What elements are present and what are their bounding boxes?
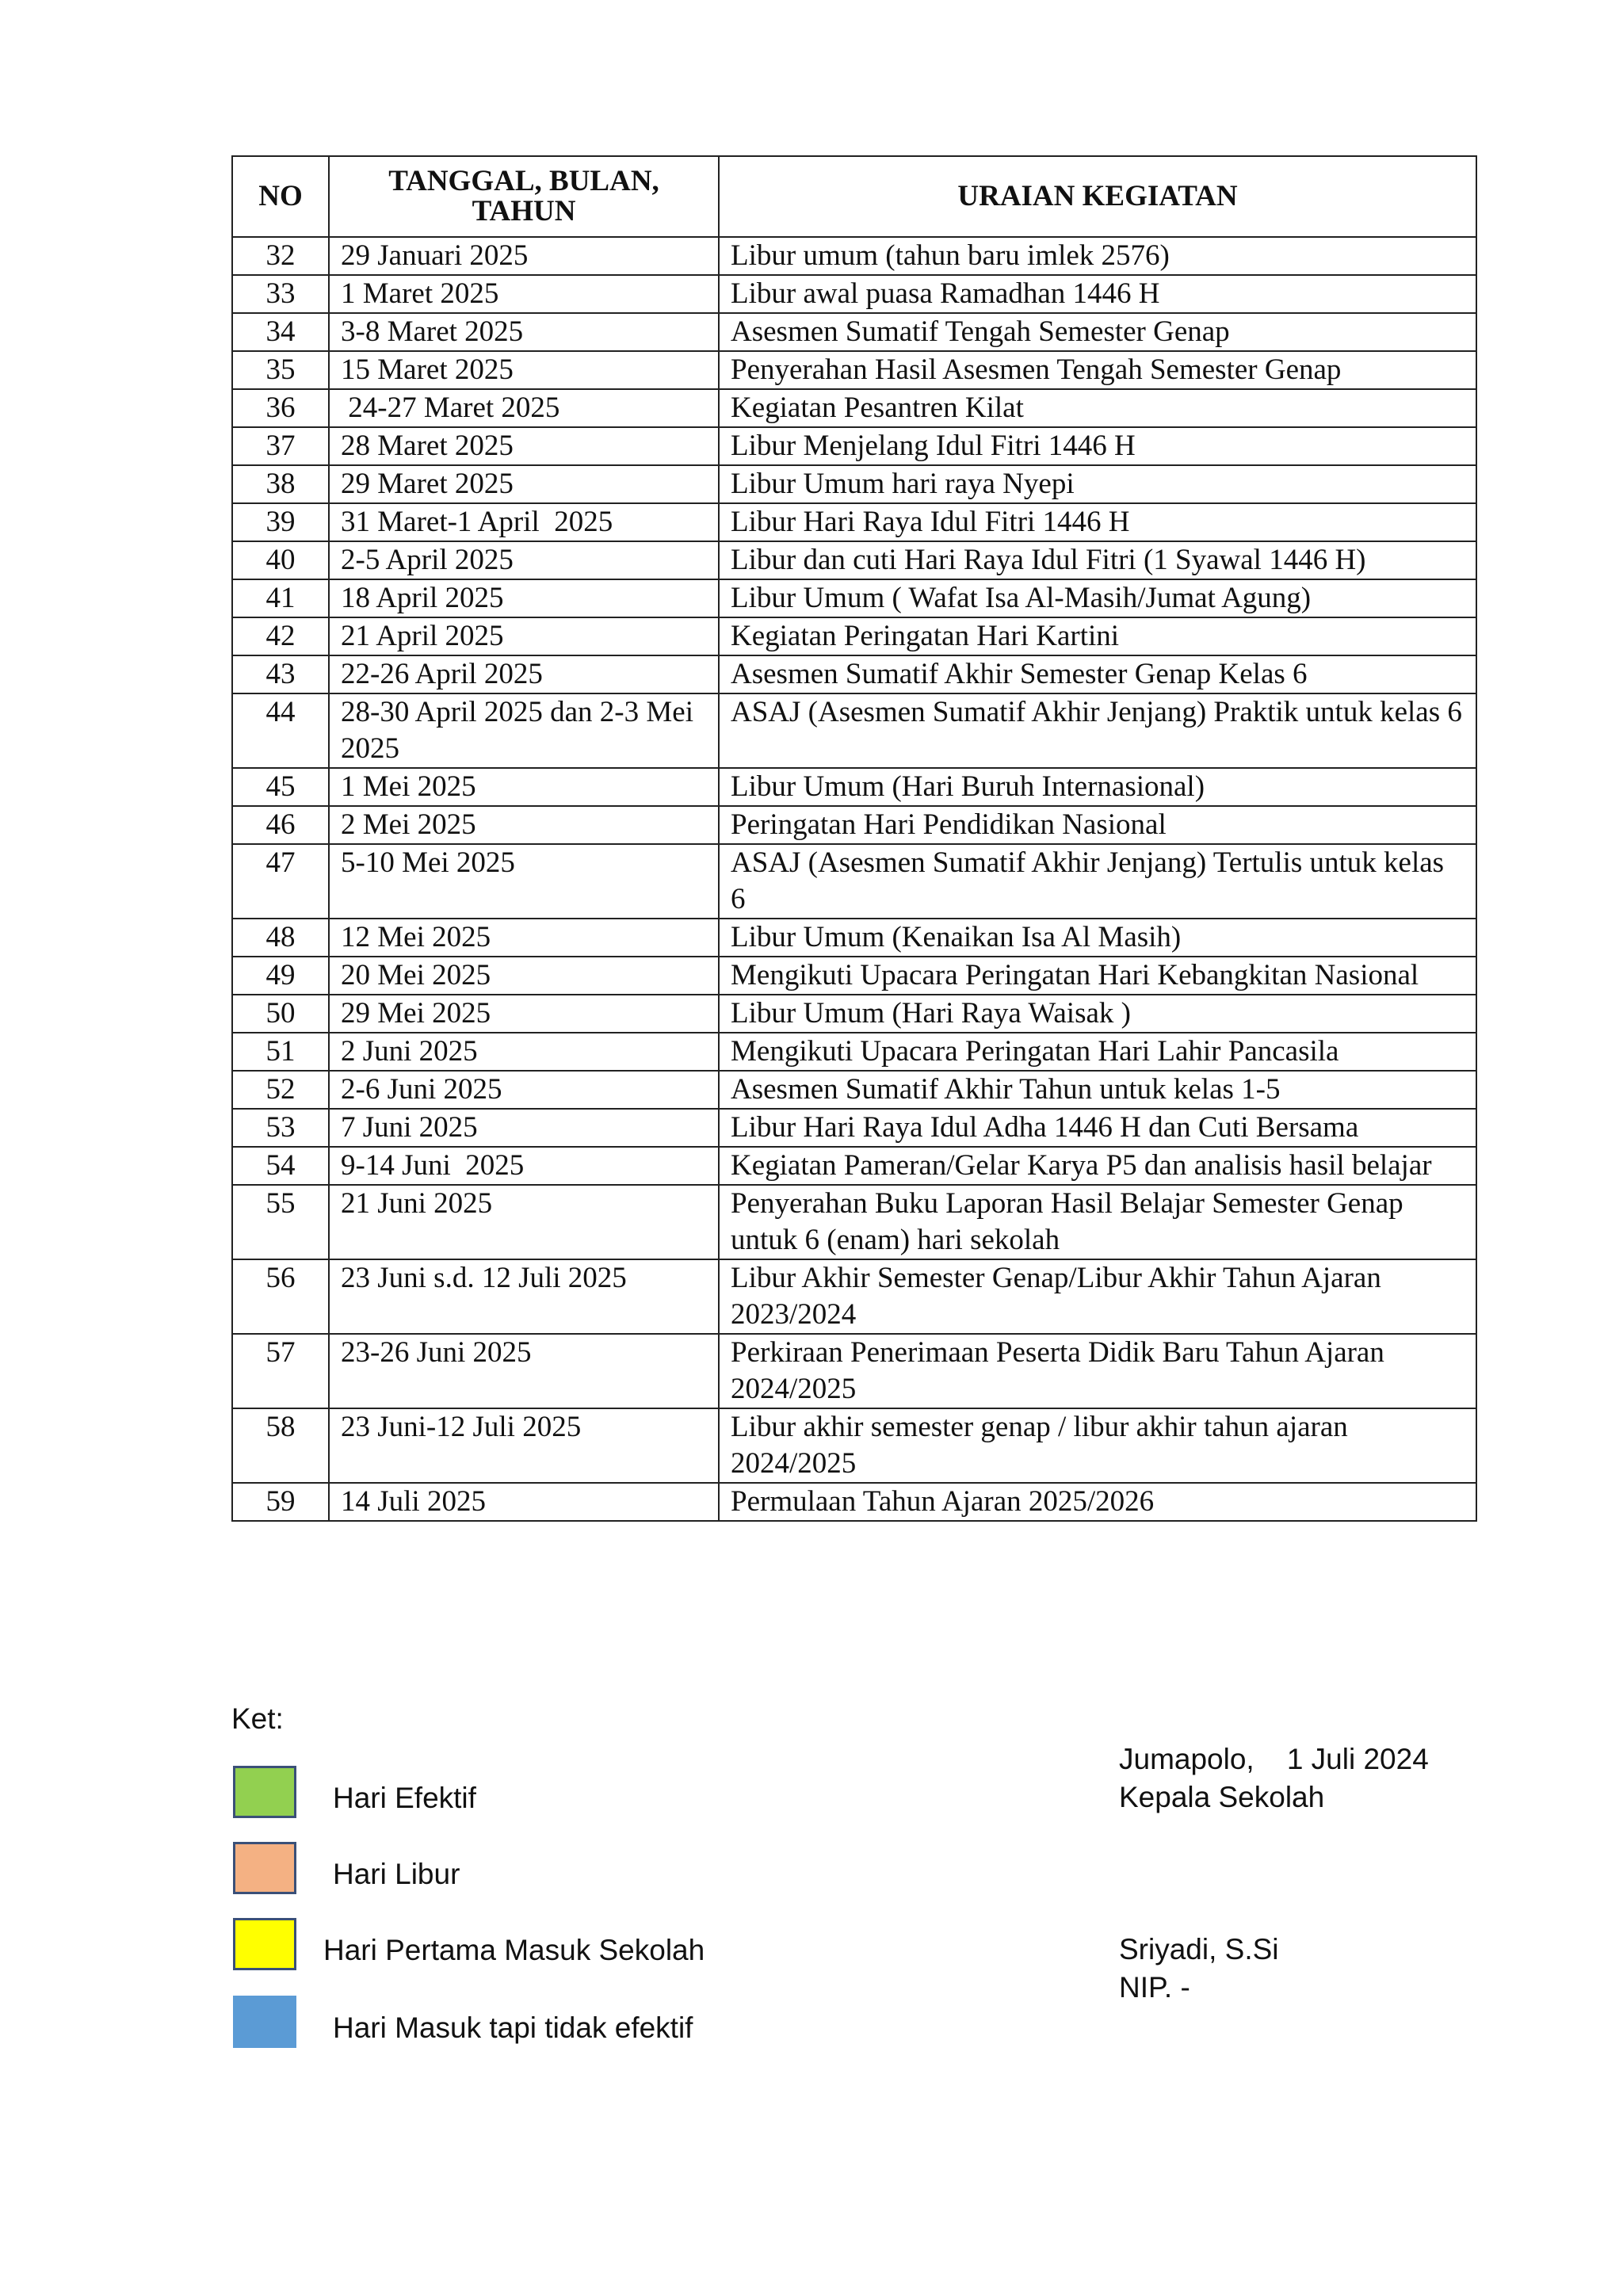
- cell-date: 20 Mei 2025: [329, 957, 719, 995]
- cell-no: 33: [232, 275, 329, 313]
- cell-description: Perkiraan Penerimaan Peserta Didik Baru Tahun Ajaran 2024/2025: [719, 1334, 1476, 1408]
- cell-no: 38: [232, 465, 329, 503]
- cell-date: 22-26 April 2025: [329, 655, 719, 693]
- table-row: [232, 465, 1476, 503]
- legend-swatch-yellow: [233, 1918, 296, 1970]
- table-row: [232, 427, 1476, 465]
- cell-date: 2 Mei 2025: [329, 806, 719, 844]
- table-row: [232, 768, 1476, 806]
- cell-description: Libur Akhir Semester Genap/Libur Akhir Tahun Ajaran 2023/2024: [719, 1259, 1476, 1334]
- cell-description: Libur Umum (Hari Raya Waisak ): [719, 995, 1476, 1033]
- cell-description: Libur awal puasa Ramadhan 1446 H: [719, 275, 1476, 313]
- cell-date: 29 Maret 2025: [329, 465, 719, 503]
- cell-date: 3-8 Maret 2025: [329, 313, 719, 351]
- cell-description: Mengikuti Upacara Peringatan Hari Kebangkitan Nasional: [719, 957, 1476, 995]
- table-row: [232, 1259, 1476, 1334]
- cell-no: 47: [232, 844, 329, 919]
- header-date: TANGGAL, BULAN, TAHUN: [329, 156, 719, 237]
- cell-date: 9-14 Juni 2025: [329, 1147, 719, 1185]
- table-row: [232, 957, 1476, 995]
- legend-label: Hari Pertama Masuk Sekolah: [323, 1934, 705, 1966]
- table-row: [232, 579, 1476, 617]
- cell-date: 18 April 2025: [329, 579, 719, 617]
- cell-no: 52: [232, 1071, 329, 1109]
- table-row: [232, 844, 1476, 919]
- cell-date: 1 Mei 2025: [329, 768, 719, 806]
- legend-label: Hari Masuk tapi tidak efektif: [333, 2011, 693, 2044]
- cell-date: 2-6 Juni 2025: [329, 1071, 719, 1109]
- cell-date: 2-5 April 2025: [329, 541, 719, 579]
- cell-description: Mengikuti Upacara Peringatan Hari Lahir Pancasila: [719, 1033, 1476, 1071]
- legend-label: Hari Libur: [333, 1858, 460, 1890]
- legend-label: Hari Efektif: [333, 1782, 476, 1814]
- cell-date: 28-30 April 2025 dan 2-3 Mei 2025: [329, 693, 719, 768]
- cell-no: 34: [232, 313, 329, 351]
- table-row: [232, 1147, 1476, 1185]
- legend-swatch-blue: [233, 1996, 296, 2048]
- cell-no: 55: [232, 1185, 329, 1259]
- table-row: [232, 503, 1476, 541]
- cell-no: 51: [232, 1033, 329, 1071]
- signature-block: [1119, 1740, 1429, 2007]
- cell-no: 37: [232, 427, 329, 465]
- cell-date: 21 April 2025: [329, 617, 719, 655]
- cell-no: 42: [232, 617, 329, 655]
- table-row: [232, 617, 1476, 655]
- cell-description: Libur umum (tahun baru imlek 2576): [719, 237, 1476, 275]
- cell-no: 41: [232, 579, 329, 617]
- table-row: [232, 806, 1476, 844]
- cell-date: 31 Maret-1 April 2025: [329, 503, 719, 541]
- cell-description: Libur Hari Raya Idul Fitri 1446 H: [719, 503, 1476, 541]
- cell-date: 23 Juni s.d. 12 Juli 2025: [329, 1259, 719, 1334]
- table-row: [232, 541, 1476, 579]
- table-row: [232, 1109, 1476, 1147]
- cell-date: 28 Maret 2025: [329, 427, 719, 465]
- cell-date: 7 Juni 2025: [329, 1109, 719, 1147]
- cell-no: 43: [232, 655, 329, 693]
- cell-description: Libur Umum (Kenaikan Isa Al Masih): [719, 919, 1476, 957]
- table-header-row: [232, 156, 1476, 237]
- table-body: [232, 237, 1476, 1521]
- table-row: [232, 919, 1476, 957]
- cell-description: Libur Umum hari raya Nyepi: [719, 465, 1476, 503]
- table-row: [232, 693, 1476, 768]
- cell-description: Kegiatan Pesantren Kilat: [719, 389, 1476, 427]
- cell-date: 23 Juni-12 Juli 2025: [329, 1408, 719, 1483]
- cell-no: 48: [232, 919, 329, 957]
- cell-date: 1 Maret 2025: [329, 275, 719, 313]
- legend-swatch-green: [233, 1766, 296, 1818]
- signature-place-date: Jumapolo, 1 Juli 2024: [1119, 1743, 1429, 1775]
- cell-description: Asesmen Sumatif Tengah Semester Genap: [719, 313, 1476, 351]
- table-row: [232, 313, 1476, 351]
- table-row: [232, 1071, 1476, 1109]
- cell-description: Libur Hari Raya Idul Adha 1446 H dan Cuti Bersama: [719, 1109, 1476, 1147]
- cell-date: 23-26 Juni 2025: [329, 1334, 719, 1408]
- cell-no: 54: [232, 1147, 329, 1185]
- header-no: NO: [232, 156, 329, 237]
- cell-description: Penyerahan Hasil Asesmen Tengah Semester Genap: [719, 351, 1476, 389]
- signature-nip: NIP. -: [1119, 1971, 1190, 2004]
- signature-space: [1119, 1817, 1429, 1931]
- cell-description: Asesmen Sumatif Akhir Tahun untuk kelas 1-5: [719, 1071, 1476, 1109]
- cell-description: Permulaan Tahun Ajaran 2025/2026: [719, 1483, 1476, 1521]
- agenda-table: [231, 155, 1477, 1522]
- cell-description: ASAJ (Asesmen Sumatif Akhir Jenjang) Tertulis untuk kelas 6: [719, 844, 1476, 919]
- cell-date: 15 Maret 2025: [329, 351, 719, 389]
- cell-no: 44: [232, 693, 329, 768]
- cell-no: 59: [232, 1483, 329, 1521]
- table-row: [232, 275, 1476, 313]
- cell-date: 29 Januari 2025: [329, 237, 719, 275]
- table-row: [232, 237, 1476, 275]
- cell-no: 40: [232, 541, 329, 579]
- table-row: [232, 1408, 1476, 1483]
- cell-no: 35: [232, 351, 329, 389]
- signature-role: Kepala Sekolah: [1119, 1781, 1325, 1813]
- cell-description: Kegiatan Pameran/Gelar Karya P5 dan analisis hasil belajar: [719, 1147, 1476, 1185]
- cell-date: 21 Juni 2025: [329, 1185, 719, 1259]
- table-row: [232, 389, 1476, 427]
- cell-description: Kegiatan Peringatan Hari Kartini: [719, 617, 1476, 655]
- cell-date: 5-10 Mei 2025: [329, 844, 719, 919]
- cell-no: 46: [232, 806, 329, 844]
- legend-title: Ket:: [231, 1702, 284, 1735]
- cell-description: Libur Umum (Hari Buruh Internasional): [719, 768, 1476, 806]
- cell-description: ASAJ (Asesmen Sumatif Akhir Jenjang) Praktik untuk kelas 6: [719, 693, 1476, 768]
- table-row: [232, 1483, 1476, 1521]
- cell-date: 14 Juli 2025: [329, 1483, 719, 1521]
- cell-description: Libur Umum ( Wafat Isa Al-Masih/Jumat Agung): [719, 579, 1476, 617]
- cell-no: 39: [232, 503, 329, 541]
- cell-description: Libur dan cuti Hari Raya Idul Fitri (1 Syawal 1446 H): [719, 541, 1476, 579]
- cell-date: 24-27 Maret 2025: [329, 389, 719, 427]
- cell-description: Libur Menjelang Idul Fitri 1446 H: [719, 427, 1476, 465]
- cell-no: 36: [232, 389, 329, 427]
- table-row: [232, 1033, 1476, 1071]
- table-row: [232, 1185, 1476, 1259]
- cell-date: 12 Mei 2025: [329, 919, 719, 957]
- header-description: URAIAN KEGIATAN: [719, 156, 1476, 237]
- table-row: [232, 1334, 1476, 1408]
- cell-no: 32: [232, 237, 329, 275]
- signature-name: Sriyadi, S.Si: [1119, 1933, 1279, 1966]
- cell-description: Libur akhir semester genap / libur akhir tahun ajaran 2024/2025: [719, 1408, 1476, 1483]
- cell-no: 57: [232, 1334, 329, 1408]
- cell-no: 53: [232, 1109, 329, 1147]
- cell-date: 29 Mei 2025: [329, 995, 719, 1033]
- cell-description: Peringatan Hari Pendidikan Nasional: [719, 806, 1476, 844]
- cell-date: 2 Juni 2025: [329, 1033, 719, 1071]
- cell-description: Penyerahan Buku Laporan Hasil Belajar Semester Genap untuk 6 (enam) hari sekolah: [719, 1185, 1476, 1259]
- table-row: [232, 995, 1476, 1033]
- table-row: [232, 655, 1476, 693]
- cell-no: 49: [232, 957, 329, 995]
- cell-no: 58: [232, 1408, 329, 1483]
- cell-no: 50: [232, 995, 329, 1033]
- cell-description: Asesmen Sumatif Akhir Semester Genap Kelas 6: [719, 655, 1476, 693]
- cell-no: 45: [232, 768, 329, 806]
- cell-no: 56: [232, 1259, 329, 1334]
- legend-swatch-orange: [233, 1842, 296, 1894]
- table-row: [232, 351, 1476, 389]
